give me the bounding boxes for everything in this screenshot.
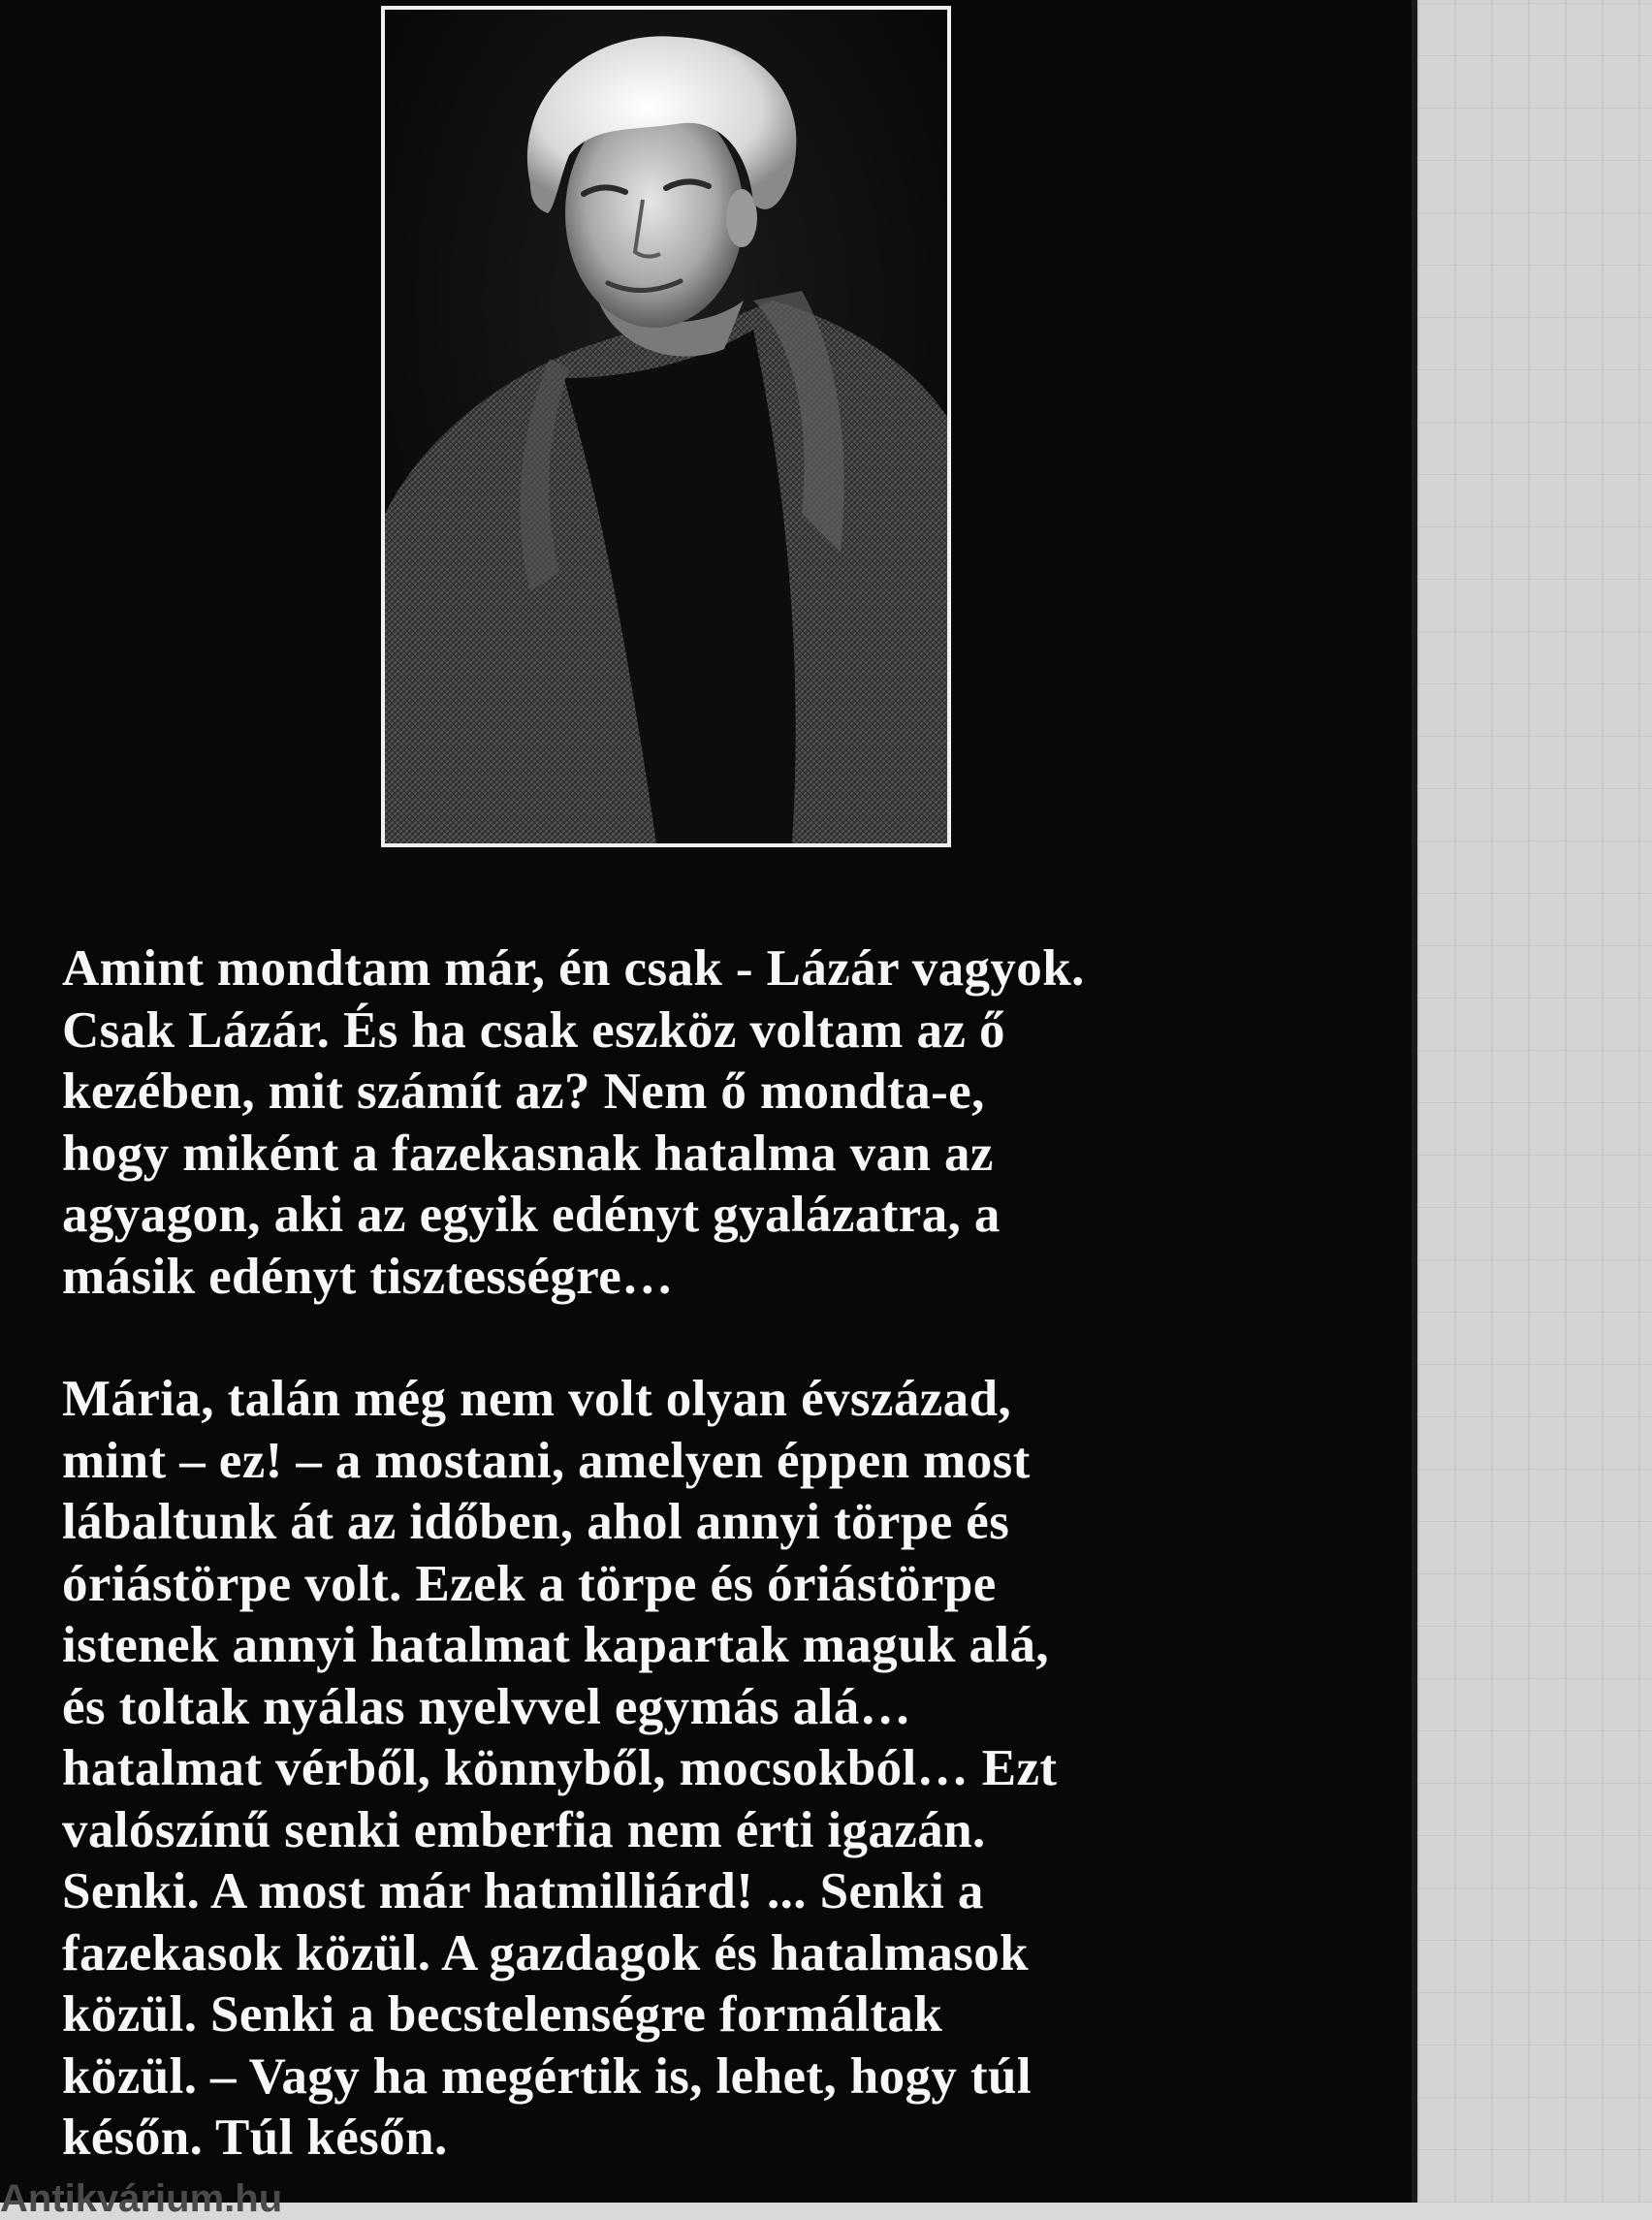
blurb-line: Mária, talán még nem volt olyan évszázad,: [62, 1371, 1012, 1427]
scan-background-paper: [1417, 0, 1652, 2203]
blurb-line: Amint mondtam már, én csak - Lázár vagyok.: [62, 940, 1085, 997]
blurb-line: mint – ez! – a mostani, amelyen éppen most: [62, 1432, 1031, 1489]
blurb-line: istenek annyi hatalmat kapartak maguk alá,: [62, 1617, 1050, 1673]
blurb-paragraph-1: [62, 938, 1361, 1308]
blurb-line: hogy miként a fazekasnak hatalma van az: [62, 1125, 994, 1182]
blurb-line: hatalmat vérből, könnyből, mocsokból… Ezt: [62, 1740, 1058, 1796]
watermark: Antikvárium.hu: [0, 2177, 283, 2220]
blurb-line: másik edényt tisztességre…: [62, 1248, 674, 1305]
blurb-line: óriástörpe volt. Ezek a törpe és óriástörpe: [62, 1555, 997, 1612]
blurb-line: későn. Túl későn.: [62, 2109, 448, 2166]
blurb-line: lábaltunk át az időben, ahol annyi törpe és: [62, 1494, 1010, 1550]
blurb-line: kezében, mit számít az? Nem ő mondta-e,: [62, 1063, 985, 1120]
blurb-line: Csak Lázár. És ha csak eszköz voltam az ő: [62, 1001, 1005, 1059]
blurb-line: és toltak nyálas nyelvvel egymás alá…: [62, 1678, 912, 1735]
blurb-line: közül. Senki a becstelenségre formáltak: [62, 1986, 943, 2043]
blurb-line: valószínű senki emberfia nem érti igazán.: [62, 1801, 986, 1858]
blurb-line: Senki. A most már hatmilliárd! ... Senki a: [62, 1863, 984, 1919]
author-portrait-illustration: [385, 10, 947, 843]
blurb-line: agyagon, aki az egyik edényt gyalázatra, a: [62, 1187, 1001, 1243]
blurb-line: fazekasok közül. A gazdagok és hatalmasok: [62, 1924, 1030, 1982]
author-photo: [381, 6, 951, 847]
blurb-line: közül. – Vagy ha megértik is, lehet, hogy túl: [62, 2047, 1032, 2105]
blurb-paragraph-2: [62, 1369, 1361, 2170]
